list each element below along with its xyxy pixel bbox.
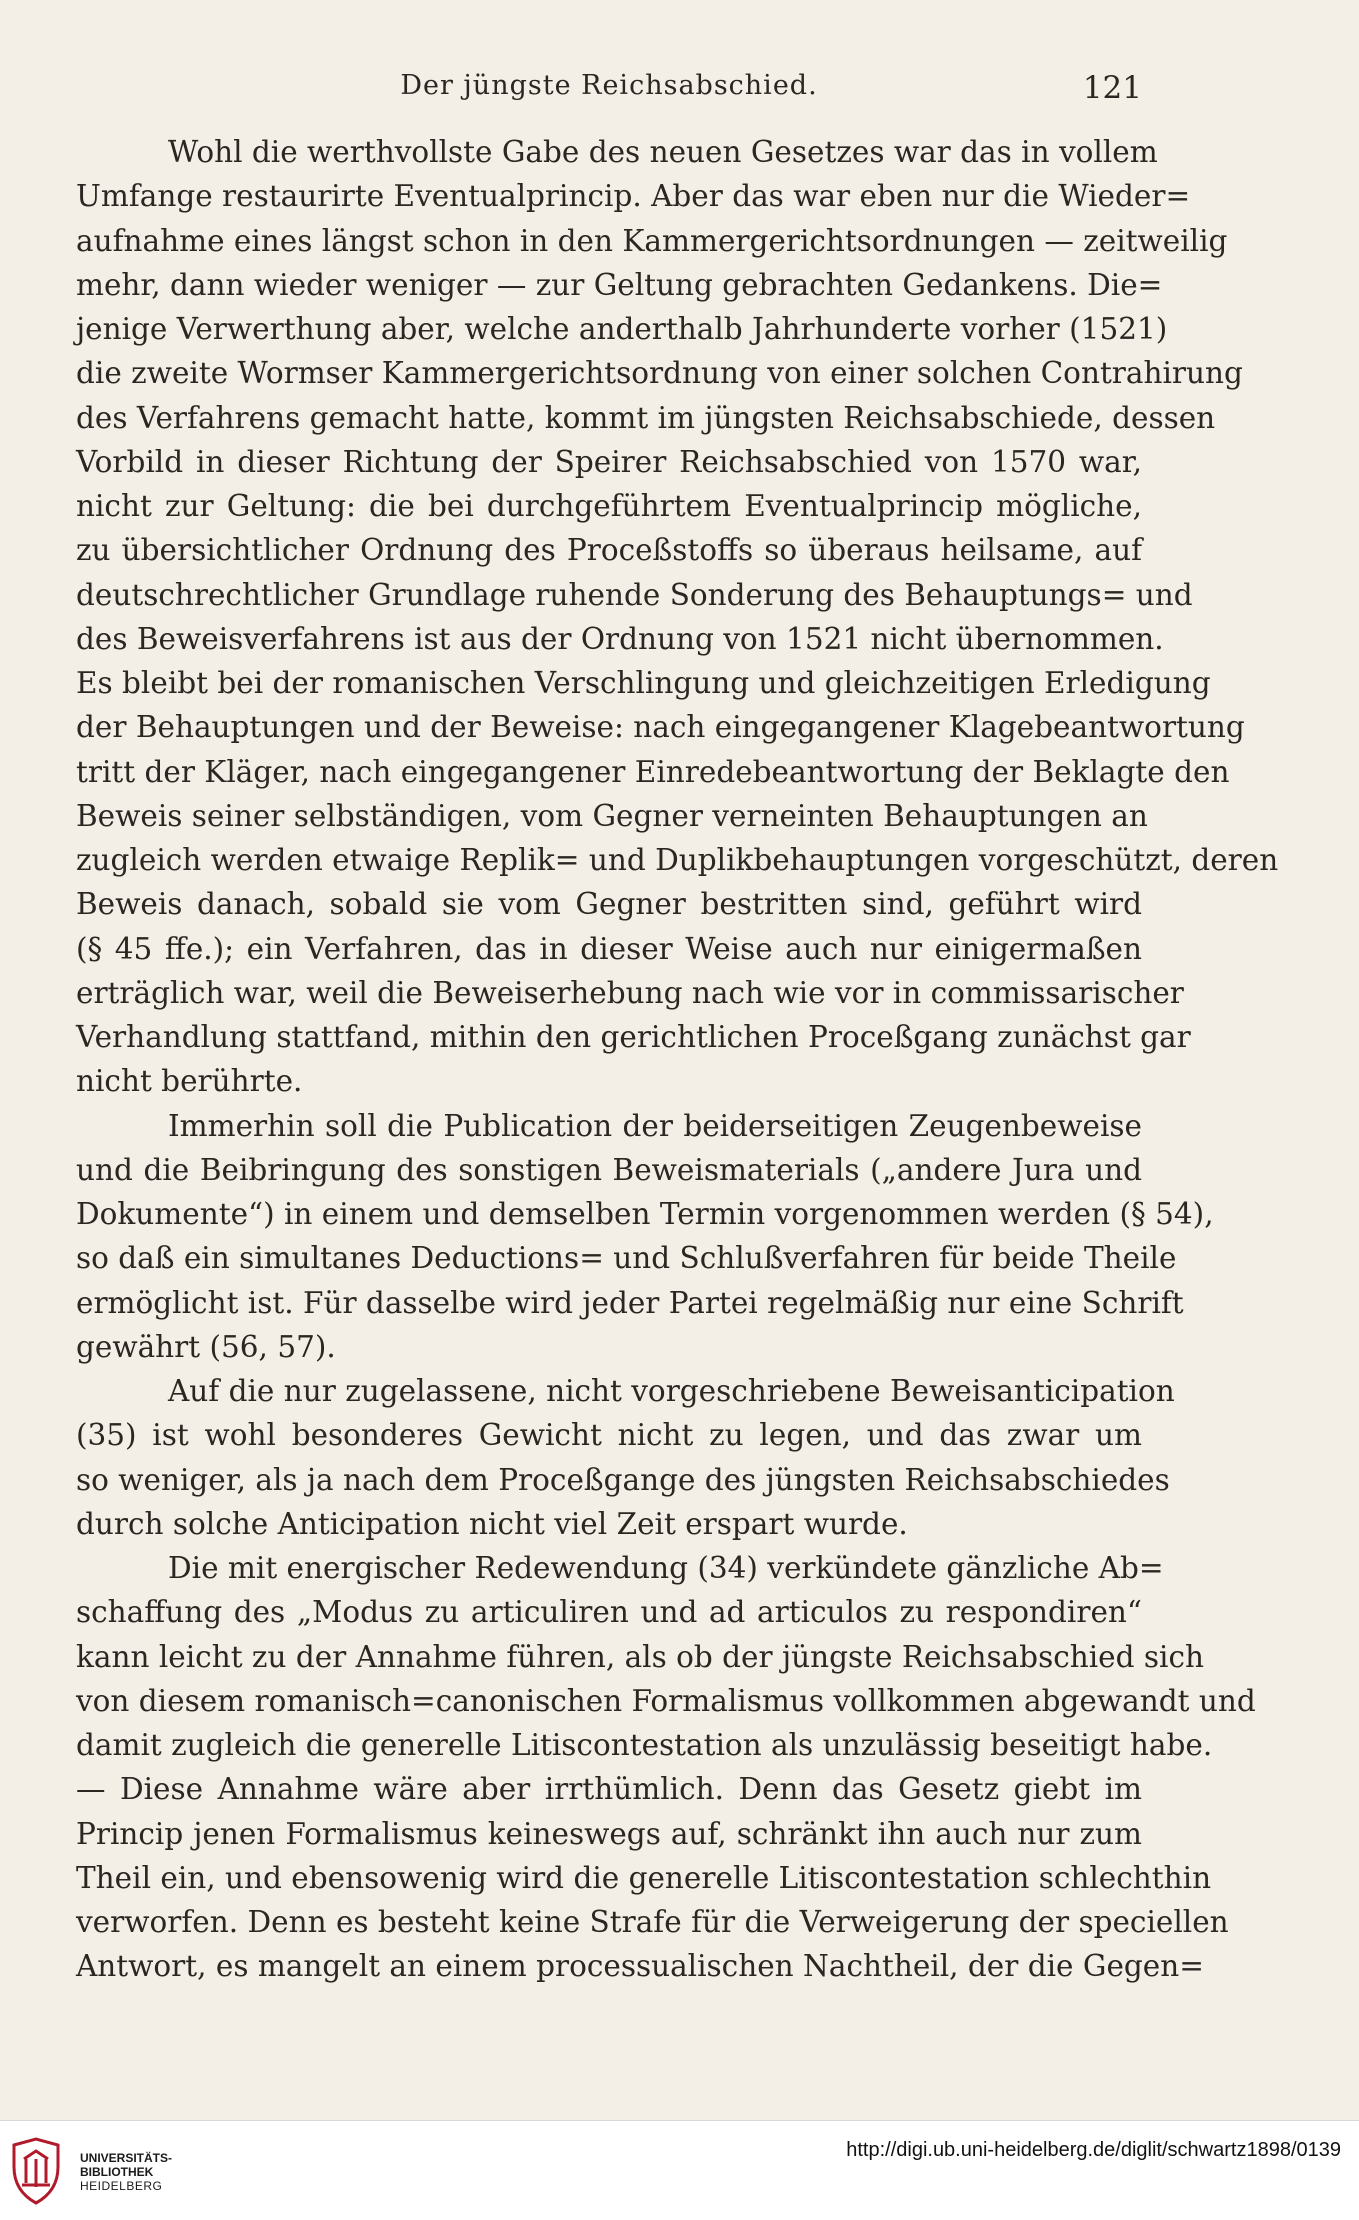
university-library-logo-icon: [8, 2137, 64, 2207]
text-line: nicht berührte.: [76, 1064, 303, 1099]
text-line: von diesem romanisch=canonischen Formalismus vollkommen abgewandt und: [76, 1683, 1256, 1718]
text-line: durch solche Anticipation nicht viel Zeit erspart wurde.: [76, 1506, 908, 1541]
text-line: so daß ein simultanes Deductions= und Schlußverfahren für beide Theile: [76, 1241, 1177, 1276]
text-line: (35) ist wohl besonderes Gewicht nicht zu legen, und das zwar um: [76, 1418, 1142, 1453]
text-line: Umfange restaurirte Eventualprincip. Aber das war eben nur die Wieder=: [76, 179, 1191, 214]
text-line: die zweite Wormser Kammergerichtsordnung von einer solchen Contrahirung: [76, 356, 1243, 391]
text-line: des Verfahrens gemacht hatte, kommt im jüngsten Reichsabschiede, dessen: [76, 400, 1216, 435]
text-line: schaffung des „Modus zu articuliren und ad articulos zu respondiren“: [76, 1595, 1142, 1630]
viewer-footer: [0, 2120, 1359, 2220]
text-line: Verhandlung stattfand, mithin den gerichtlichen Proceßgang zunächst gar: [76, 1020, 1191, 1054]
page-number: 121: [1082, 70, 1142, 106]
text-line: nicht zur Geltung: die bei durchgeführtem Eventualprincip mögliche,: [76, 489, 1142, 523]
text-line: erträglich war, weil die Beweiserhebung nach wie vor in commissarischer: [76, 975, 1184, 1010]
text-line: Es bleibt bei der romanischen Verschlingung und gleichzeitigen Erledigung: [76, 666, 1211, 700]
text-line: jenige Verwerthung aber, welche anderthalb Jahrhunderte vorher (1521): [76, 312, 1168, 346]
text-line: Dokumente“) in einem und demselben Termin vorgenommen werden (§ 54),: [76, 1197, 1214, 1231]
text-line: des Beweisverfahrens ist aus der Ordnung von 1521 nicht übernommen.: [76, 621, 1164, 656]
text-line: deutschrechtlicher Grundlage ruhende Sonderung des Behauptungs= und: [76, 577, 1193, 612]
text-line: gewährt (56, 57).: [76, 1329, 336, 1364]
text-line: tritt der Kläger, nach eingegangener Einredebeantwortung der Beklagte den: [76, 754, 1230, 789]
text-line: Vorbild in dieser Richtung der Speirer Reichsabschied von 1570 war,: [76, 444, 1142, 479]
text-line: Theil ein, und ebensowenig wird die generelle Litiscontestation schlechthin: [76, 1860, 1212, 1895]
text-line: und die Beibringung des sonstigen Beweismaterials („andere Jura und: [76, 1152, 1142, 1187]
text-line: der Behauptungen und der Beweise: nach eingegangener Klagebeantwortung: [76, 710, 1245, 745]
running-head: [76, 64, 1142, 108]
text-line: verworfen. Denn es besteht keine Strafe für die Verweigerung der speciellen: [76, 1905, 1229, 1939]
text-line: Beweis seiner selbständigen, vom Gegner verneinten Behauptungen an: [76, 798, 1148, 833]
text-line: aufnahme eines längst schon in den Kammergerichtsordnungen — zeitweilig: [76, 223, 1228, 258]
text-line: Immerhin soll die Publication der beiderseitigen Zeugenbeweise: [168, 1108, 1142, 1143]
text-line: zu übersichtlicher Ordnung des Proceßstoffs so überaus heilsame, auf: [76, 533, 1142, 568]
body-text: [76, 130, 1279, 1989]
text-line: Wohl die werthvollste Gabe des neuen Gesetzes war das in vollem: [168, 135, 1158, 169]
text-line: ermöglicht ist. Für dasselbe wird jeder Partei regelmäßig nur eine Schrift: [76, 1285, 1184, 1320]
library-name-line: HEIDELBERG: [80, 2179, 163, 2193]
text-line: Die mit energischer Redewendung (34) verkündete gänzliche Ab=: [168, 1551, 1164, 1585]
text-line: — Diese Annahme wäre aber irrthümlich. Denn das Gesetz giebt im: [76, 1772, 1142, 1807]
text-line: (§ 45 ffe.); ein Verfahren, das in dieser Weise auch nur einigermaßen: [76, 931, 1142, 966]
library-name: [80, 2151, 172, 2193]
text-line: Princip jenen Formalismus keineswegs auf, schränkt ihn auch nur zum: [76, 1816, 1142, 1851]
source-url-link[interactable]: http://digi.ub.uni-heidelberg.de/diglit/schwartz1898/0139: [846, 2139, 1341, 2161]
text-line: so weniger, als ja nach dem Proceßgange des jüngsten Reichsabschiedes: [76, 1462, 1170, 1497]
text-line: damit zugleich die generelle Litiscontestation als unzulässig beseitigt habe.: [76, 1728, 1213, 1762]
text-line: Auf die nur zugelassene, nicht vorgeschriebene Beweisanticipation: [168, 1374, 1175, 1408]
library-name-line: UNIVERSITÄTS-: [80, 2151, 173, 2165]
text-line: Antwort, es mangelt an einem processualischen Nachtheil, der die Gegen=: [76, 1949, 1204, 1984]
running-title: Der jüngste Reichsabschied.: [400, 70, 818, 101]
text-line: mehr, dann wieder weniger — zur Geltung gebrachten Gedankens. Die=: [76, 267, 1163, 302]
text-line: zugleich werden etwaige Replik= und Duplikbehauptungen vorgeschützt, deren: [76, 843, 1279, 877]
text-line: kann leicht zu der Annahme führen, als ob der jüngste Reichsabschied sich: [76, 1639, 1204, 1674]
library-name-line: BIBLIOTHEK: [80, 2165, 154, 2179]
text-line: Beweis danach, sobald sie vom Gegner bestritten sind, geführt wird: [76, 887, 1142, 922]
